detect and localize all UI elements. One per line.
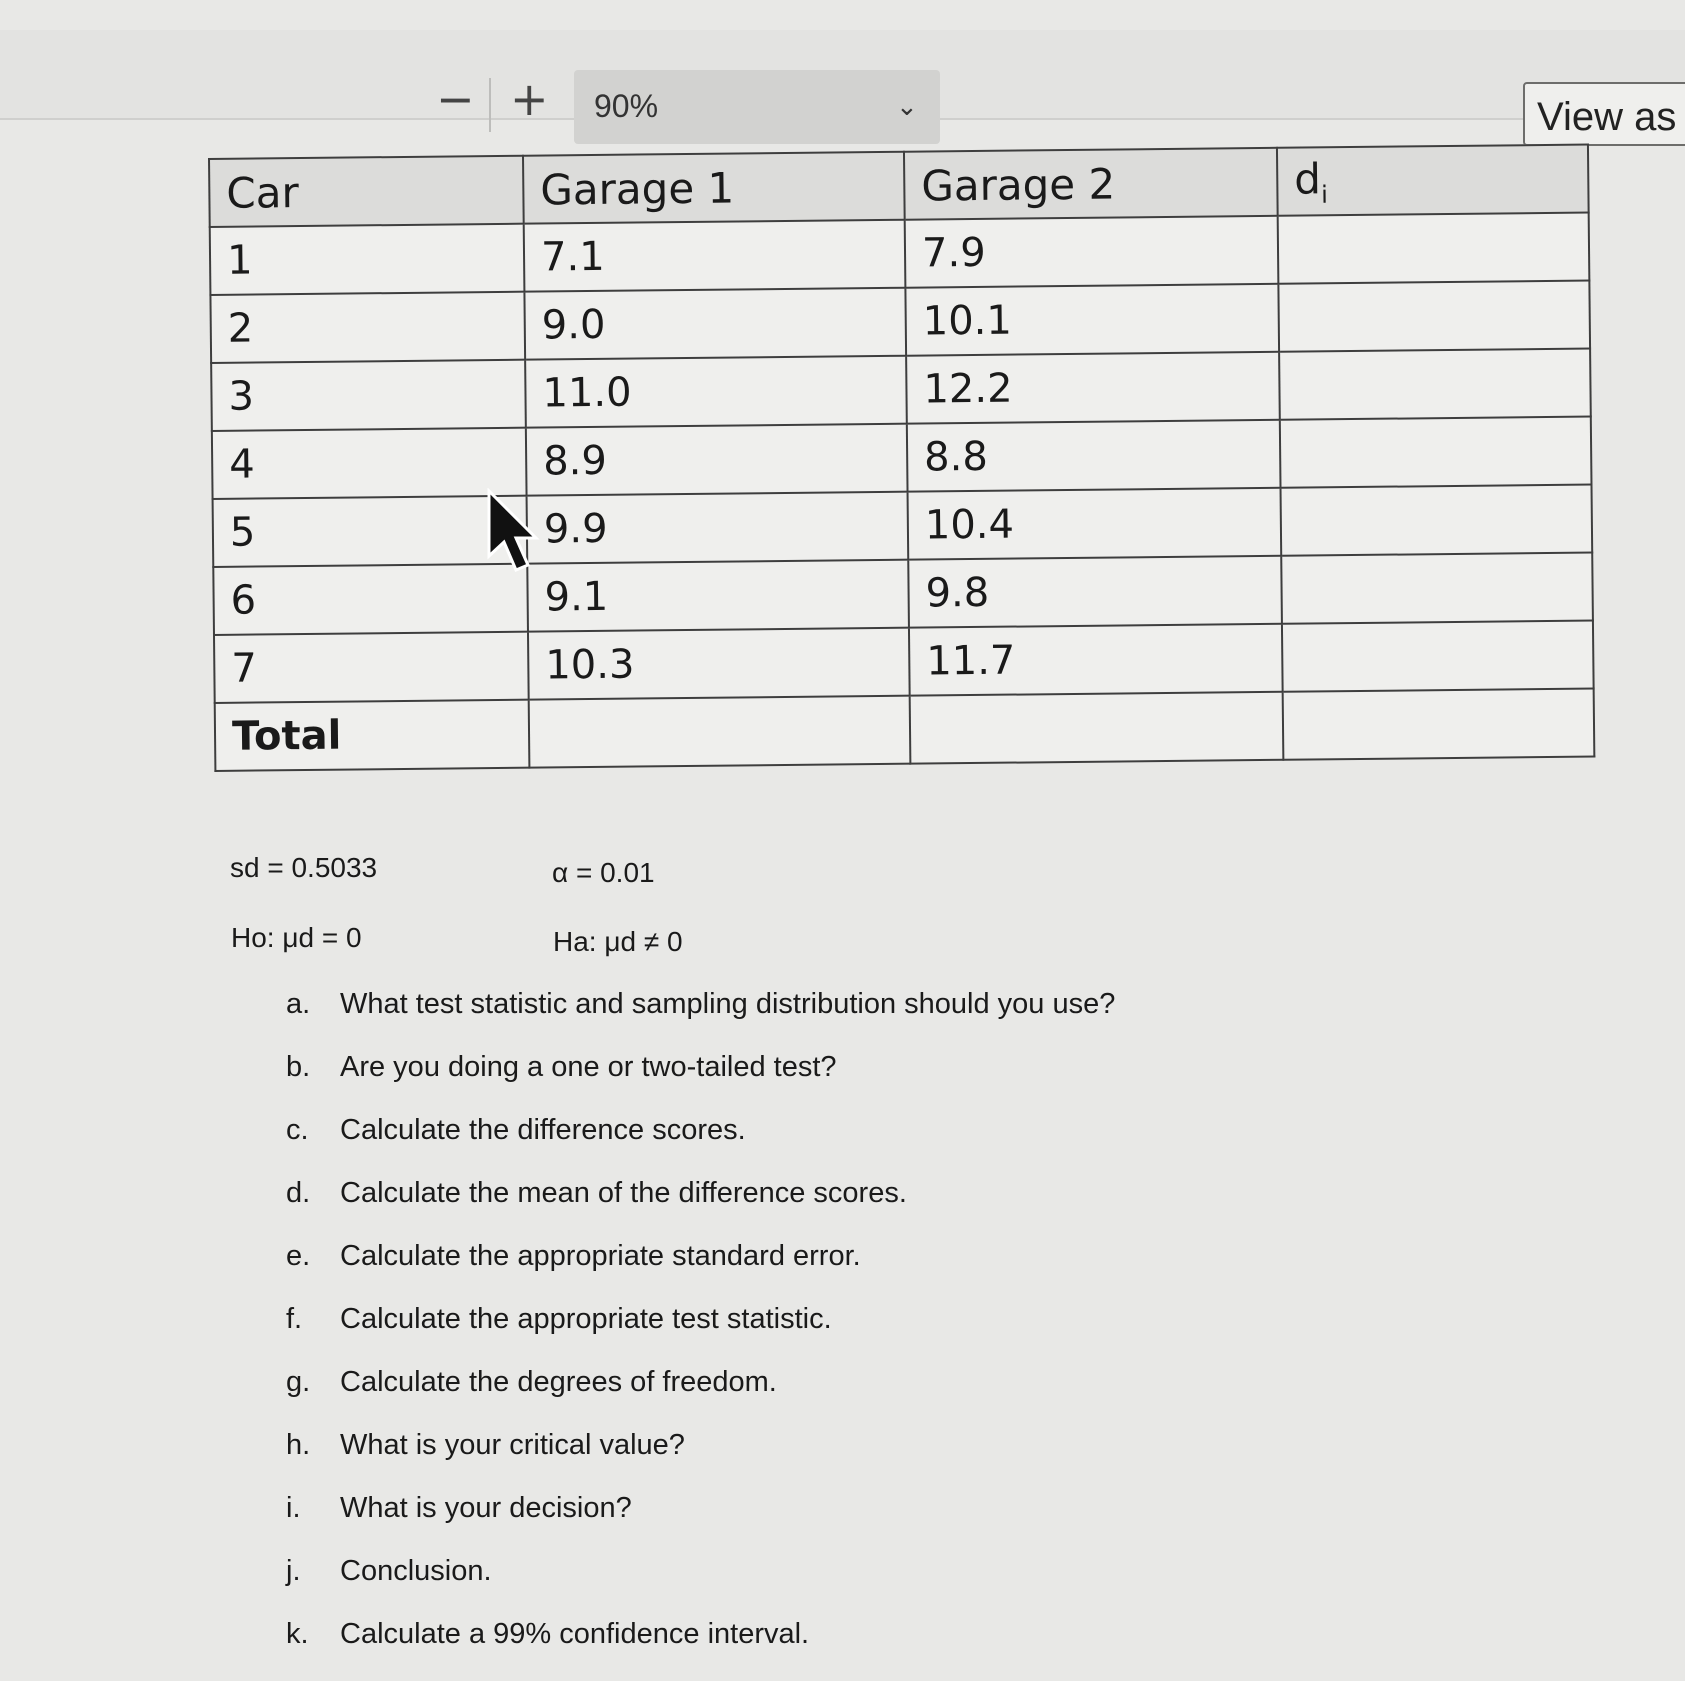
list-item	[286, 1618, 1115, 1681]
zoom-out-button[interactable]: −	[436, 72, 475, 126]
list-item	[286, 1429, 1115, 1492]
list-item	[286, 1492, 1115, 1555]
table-cell: 2	[210, 292, 525, 363]
table-cell: 7	[214, 632, 529, 703]
table-cell: 11.7	[909, 624, 1283, 696]
table-cell	[910, 692, 1284, 764]
question-text: What test statistic and sampling distribution should you use?	[340, 988, 1116, 1020]
list-item	[286, 1051, 1115, 1114]
question-text: Calculate the appropriate standard error.	[340, 1240, 861, 1272]
question-letter: f.	[286, 1303, 303, 1335]
list-item	[286, 1555, 1115, 1618]
question-text: Are you doing a one or two-tailed test?	[340, 1051, 837, 1083]
table-cell	[1280, 417, 1592, 488]
question-text: What is your critical value?	[340, 1429, 685, 1461]
zoom-toolbar	[0, 30, 1685, 139]
question-letter: d.	[286, 1177, 311, 1209]
question-list	[286, 988, 1115, 1681]
garage-data-table	[208, 144, 1595, 772]
null-hypothesis: Ho: μd = 0	[231, 922, 362, 953]
question-letter: k.	[286, 1618, 309, 1650]
total-label: Total	[215, 700, 530, 771]
mouse-pointer-icon	[486, 488, 546, 578]
question-letter: i.	[286, 1492, 301, 1524]
table-cell: 9.0	[524, 288, 906, 360]
table-cell: 10.4	[908, 488, 1282, 560]
table-total-row	[215, 689, 1595, 771]
list-item	[286, 1240, 1115, 1303]
question-text: Calculate the appropriate test statistic.	[340, 1303, 832, 1335]
table-cell	[1281, 553, 1593, 624]
list-item	[286, 1177, 1115, 1240]
table-cell: 10.1	[905, 284, 1279, 356]
table-cell: 12.2	[906, 352, 1280, 424]
question-text: Calculate the degrees of freedom.	[340, 1366, 777, 1398]
zoom-level-value: 90%	[594, 88, 659, 124]
table-cell: 9.8	[908, 556, 1282, 628]
table-cell	[1278, 213, 1590, 284]
header-di	[1277, 145, 1589, 216]
table-cell	[1283, 689, 1595, 760]
view-as-button[interactable]: View as	[1523, 82, 1685, 146]
question-letter: h.	[286, 1429, 311, 1461]
zoom-in-button[interactable]: +	[510, 72, 549, 126]
question-letter: e.	[286, 1240, 311, 1272]
question-text: Calculate a 99% confidence interval.	[340, 1618, 810, 1650]
question-letter: c.	[286, 1114, 309, 1146]
header-garage-1: Garage 1	[523, 152, 905, 224]
question-letter: b.	[286, 1051, 311, 1083]
alternative-hypothesis: Ha: μd ≠ 0	[553, 926, 683, 957]
question-text: Calculate the difference scores.	[340, 1114, 746, 1146]
question-letter: j.	[286, 1555, 301, 1587]
header-garage-2: Garage 2	[904, 148, 1278, 220]
table-cell: 10.3	[528, 628, 910, 700]
table-cell: 9.9	[527, 492, 909, 564]
list-item	[286, 1114, 1115, 1177]
table-cell: 8.9	[526, 424, 908, 496]
table-cell: 1	[210, 224, 525, 295]
question-letter: a.	[286, 988, 311, 1020]
di-label: $d_i$	[1294, 154, 1328, 209]
question-text: Conclusion.	[340, 1555, 492, 1587]
table-cell: 8.8	[907, 420, 1281, 492]
table-cell	[1279, 349, 1591, 420]
sd-value: sd = 0.5033	[230, 852, 378, 883]
table-cell: 7.1	[524, 220, 906, 292]
list-item	[286, 988, 1115, 1051]
table-cell: 3	[211, 360, 526, 431]
question-text: Calculate the mean of the difference scores.	[340, 1177, 907, 1209]
table-cell: 7.9	[905, 216, 1279, 288]
header-car: Car	[209, 156, 524, 227]
table-cell: 6	[213, 564, 528, 635]
toolbar-divider	[489, 78, 491, 132]
list-item	[286, 1366, 1115, 1429]
table-cell: 9.1	[527, 560, 909, 632]
question-text: What is your decision?	[340, 1492, 632, 1524]
table-cell: 4	[212, 428, 527, 499]
list-item	[286, 1303, 1115, 1366]
table-cell: 5	[213, 496, 528, 567]
zoom-level-select[interactable]	[574, 70, 940, 144]
table-cell	[1281, 485, 1593, 556]
question-letter: g.	[286, 1366, 311, 1398]
chevron-down-icon: ⌄	[896, 92, 918, 122]
table-cell: 11.0	[525, 356, 907, 428]
table-cell	[1282, 621, 1594, 692]
table-cell	[529, 696, 911, 768]
table-cell	[1278, 281, 1590, 352]
alpha-value: α = 0.01	[552, 857, 655, 888]
